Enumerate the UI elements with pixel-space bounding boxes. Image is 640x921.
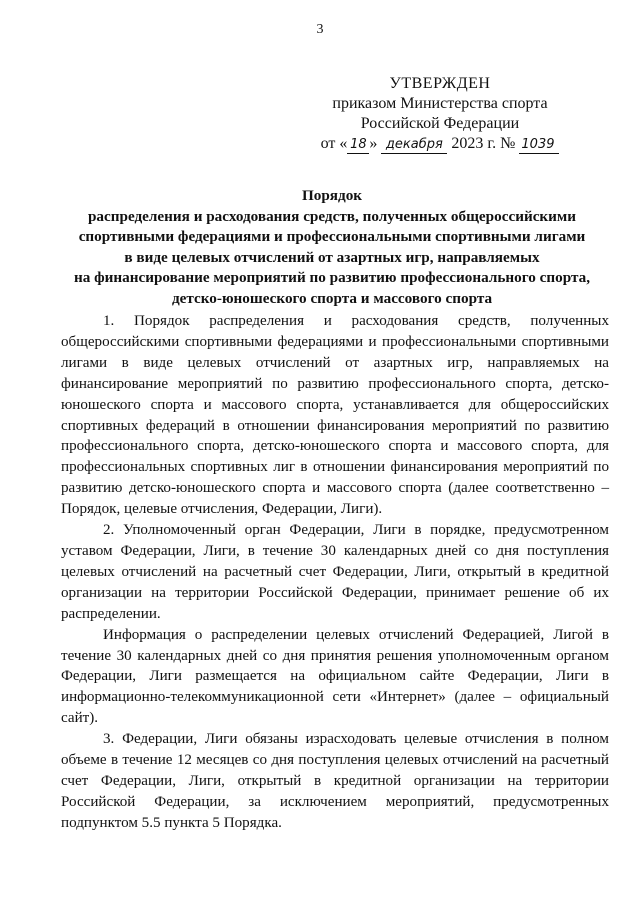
date-prefix: от « — [320, 135, 348, 152]
paragraph-2-info: Информация о распределении целевых отчислений Федерацией, Лигой в течение 30 календарных дней со дня принятия решения уполномоченным органом Федерации, Лиги размещается на официальном сайте Федерации, Лиги в информационно-телекоммуникационной сети «Интернет» (далее – официальный сайт). — [61, 626, 609, 727]
title-line: спортивными федерациями и профессиональными спортивными лигами — [78, 228, 586, 245]
title-line: распределения и расходования средств, полученных общероссийскими — [87, 207, 577, 225]
date-mid: » — [369, 135, 378, 152]
title-line: детско-юношеского спорта и массового спорта — [171, 289, 493, 307]
approval-line-order: приказом Министерства спорта — [332, 95, 548, 112]
date-year: 2023 г. № — [451, 135, 516, 152]
approval-heading: УТВЕРЖДЕН — [389, 75, 491, 92]
title-line: в виде целевых отчислений от азартных игр, направляемых — [124, 248, 540, 266]
approval-line-country: Российской Федерации — [360, 115, 520, 132]
paragraph-3: 3. Федерации, Лиги обязаны израсходовать целевые отчисления в полном объеме в течение 12 месяцев со дня поступления целевых отчислений на расчетный счет Федерации, Лиги, открытый в кредитной организации на территории Российской Федерации, за исключением мероприятий, предусмотренных подпунктом 5.5 пункта 5 Порядка. — [61, 731, 609, 831]
paragraph-1: 1. Порядок распределения и расходования средств, полученных общероссийскими спортивными федерациями и профессиональными спортивными лигами в виде целевых отчислений от азартных игр, направляемых на финансирование мероприятий по развитию профессионального спорта, детско-юношеского спорта и массового спорта, устанавливается для общероссийских спортивных федераций в отношении финансирования мероприятий по развитию профессионального спорта, детско-юношеского спорта и массового спорта, для профессиональных спортивных лиг в отношении финансирования мероприятий по развитию детско-юношеского спорта и массового спорта (далее соответственно – Порядок, целевые отчисления, Федерации, Лиги). — [61, 313, 609, 518]
title-line: Порядок — [301, 187, 363, 204]
document-title — [60, 186, 604, 309]
approval-date-line — [300, 134, 580, 154]
title-line: на финансирование мероприятий по развитию профессионального спорта, — [73, 269, 591, 286]
paragraph-2: 2. Уполномоченный орган Федерации, Лиги в порядке, предусмотренном уставом Федерации, Лиги, в течение 30 календарных дней со дня поступления целевых отчислений на расчетный счет Федерации, Лиги, открытый в кредитной организации на территории Российской Федерации, принимает решение об их распределении. — [61, 522, 609, 622]
order-number-handwritten: 1039 — [519, 137, 559, 154]
date-day-handwritten: 18 — [347, 137, 369, 154]
document-body — [61, 311, 609, 834]
approval-stamp — [300, 74, 580, 154]
page-number: 3 — [316, 22, 324, 37]
date-month-handwritten: декабря — [381, 137, 447, 154]
